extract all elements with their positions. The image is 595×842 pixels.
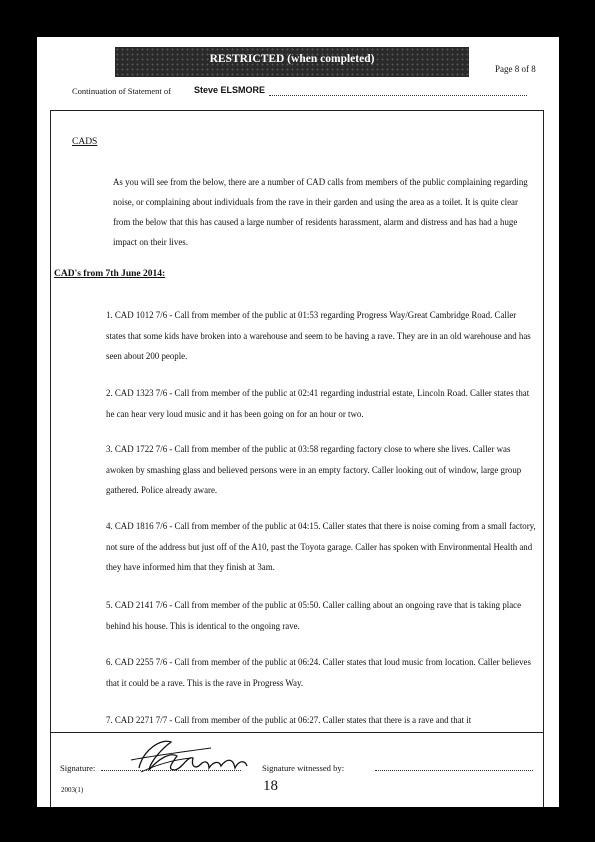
continuation-label: Continuation of Statement of <box>72 86 171 96</box>
cad-item-7: 7. CAD 2271 7/7 - Call from member of the public at 06:27. Caller states that there is a rave and that it <box>106 715 472 725</box>
cad-item-4: 4. CAD 1816 7/6 - Call from member of the public at 04:15. Caller states that there is noise coming from a small factory, not sure of the address but just off of the A10, past the Toyota garage. Caller has spoken with Environmental Health and they have informed him that they finish at 3am. <box>106 521 536 572</box>
statement-page <box>37 37 559 807</box>
intro-paragraph: As you will see from the below, there are a number of CAD calls from members of the public complaining regarding noise, or complaining about individuals from the rave in their garden and using the area as a toilet. It is quite clear from the below that this has caused a large number of residents harassment, alarm and distress and has had a huge impact on their lives. <box>113 177 528 247</box>
cad-item-3: 3. CAD 1722 7/6 - Call from member of the public at 03:58 regarding factory close to where she lives. Caller was awoken by smashing glass and believed persons were in an empty factory. Caller looking out of window, large group gathered. Police already aware. <box>106 444 522 495</box>
cads-heading: CADS <box>72 137 98 147</box>
signature-label: Signature: <box>60 763 96 773</box>
section-heading: CAD's from 7th June 2014: <box>54 269 166 279</box>
statement-name: Steve ELSMORE <box>194 85 266 95</box>
cad-item-1: 1. CAD 1012 7/6 - Call from member of the public at 01:53 regarding Progress Way/Great Cambridge Road. Caller states that some kids have broken into a warehouse and seem to be having a rave. They are in an old warehouse and has seen about 200 people. <box>106 310 531 361</box>
page-indicator: Page 8 of 8 <box>495 64 536 74</box>
handwritten-signature <box>101 730 261 778</box>
page-number: 18 <box>263 778 278 794</box>
cad-item-5: 5. CAD 2141 7/6 - Call from member of the public at 05:50. Caller calling about an ongoing rave that is taking place behind his house. This is identical to the ongoing rave. <box>106 600 522 631</box>
form-code: 2003(1) <box>61 786 84 794</box>
witness-label: Signature witnessed by: <box>262 763 345 773</box>
witness-dotted-line <box>375 770 533 771</box>
cad-item-6: 6. CAD 2255 7/6 - Call from member of the public at 06:24. Caller states that loud music from location. Caller believes that it could be a rave. This is the rave in Progress Way. <box>106 657 531 688</box>
restricted-banner <box>115 47 469 77</box>
name-dotted-line <box>269 87 527 96</box>
cad-item-2: 2. CAD 1323 7/6 - Call from member of the public at 02:41 regarding industrial estate, Lincoln Road. Caller states that he can hear very loud music and it has been going on for an hour or two. <box>106 388 530 419</box>
banner-text: RESTRICTED (when completed) <box>209 53 375 65</box>
